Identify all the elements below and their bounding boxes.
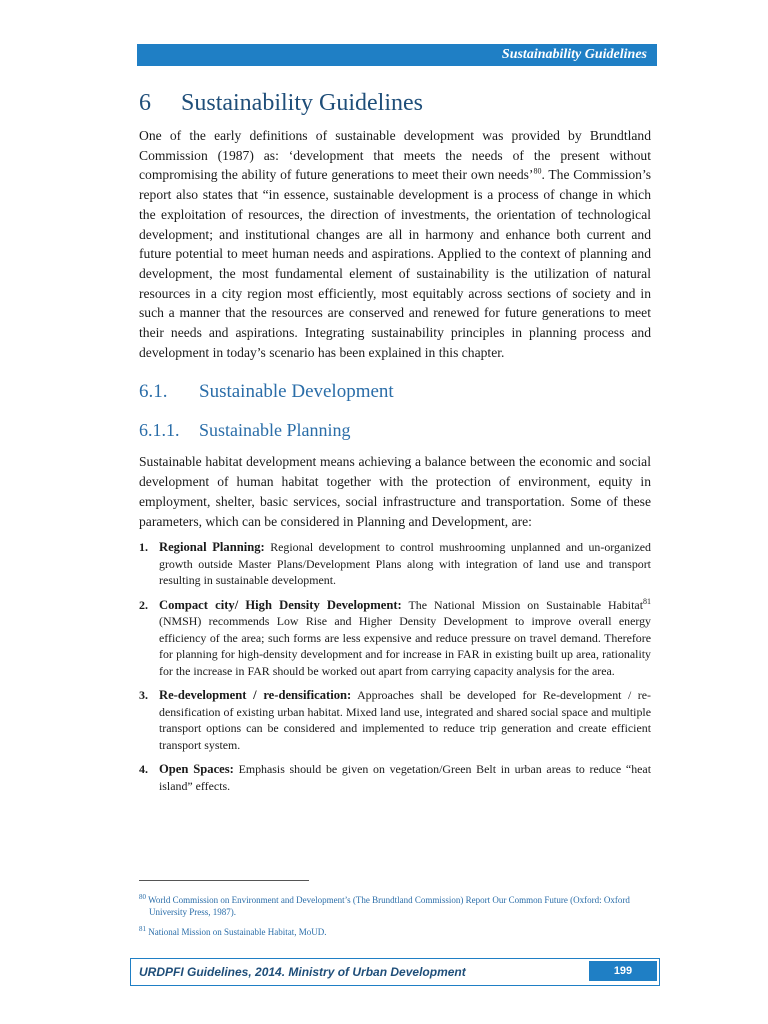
list-item-title: Compact city/ High Density Development: (159, 597, 402, 612)
list-item-text: Regional development to control mushrooming unplanned and un-organized growth outside Master Plans/Development Plans along with integration of land use and transport resulting in sustainable development. (159, 540, 651, 588)
chapter-heading (139, 88, 651, 118)
subsection-heading (139, 418, 651, 442)
list-item-number: 4. (139, 762, 148, 777)
footnote-text: National Mission on Sustainable Habitat, MoUD. (148, 927, 327, 937)
subsection-number: 6.1.1. (139, 420, 180, 441)
section-number: 6.1. (139, 381, 168, 403)
list-item (139, 687, 651, 753)
footer-text: URDPFI Guidelines, 2014. Ministry of Urban Development (139, 965, 466, 979)
page-content (139, 88, 651, 802)
list-item-number: 1. (139, 540, 148, 555)
page-number: 199 (589, 961, 657, 981)
footnote-separator (139, 880, 309, 881)
footnote-80 (139, 894, 651, 918)
footnotes (139, 894, 651, 946)
list-item-number: 2. (139, 597, 148, 612)
intro-paragraph (139, 126, 651, 362)
footnote-81 (139, 926, 651, 938)
list-item (139, 761, 651, 794)
list-item-title: Open Spaces: (159, 762, 234, 777)
list-item-text: Emphasis should be given on vegetation/Green Belt in urban areas to reduce “heat island” effects. (159, 762, 651, 793)
section-title: Sustainable Development (199, 381, 394, 403)
footnote-ref-80[interactable]: 80 (533, 166, 542, 176)
footnote-ref-81[interactable]: 81 (643, 596, 651, 606)
subsection-title: Sustainable Planning (199, 420, 351, 441)
footnote-marker: 80 (139, 893, 146, 901)
list-item-text-part-1: The National Mission on Sustainable Habitat (408, 597, 643, 612)
subsection-paragraph: Sustainable habitat development means achieving a balance between the economic and social development of human habitat together with the protection of environment, equity in employment, shelter, basic services, social infrastructure and transportation. Some of these parameters, which can be considered in Planning and Development, are: (139, 454, 651, 529)
list-item-number: 3. (139, 688, 148, 703)
intro-text-part-2: . The Commission’s report also states that “in essence, sustainable development is a process of change in which the exploitation of resources, the direction of investments, the orientation of technological development; and institutional changes are all in harmony and enhance both current and future potential to meet human needs and aspirations. Applied to the context of planning and development, the most fundamental element of sustainability is the utilization of natural resources in a city region most efficiently, most equitably across sections of society and in such a manner that the resources are conserved and renewed for future generations to meet their needs and aspirations. Integrating sustainability principles in planning process and development in today’s scenario has been explained in this chapter. (139, 167, 652, 360)
parameters-list (139, 539, 651, 794)
section-heading (139, 380, 651, 404)
footnote-text: World Commission on Environment and Development’s (The Brundtland Commission) Report Our Common Future (Oxford: Oxford University Press, 1987). (148, 895, 630, 917)
list-item (139, 539, 651, 589)
intro-text-part-1: One of the early definitions of sustainable development was provided by Brundtland Commission (1987) as: ‘development that meets the needs of the present without compromising the ability of future generations to meet their own needs’ (139, 128, 651, 183)
running-header (137, 44, 657, 66)
list-item-text-part-2: (NMSH) recommends Low Rise and Higher Density Development to improve overall energy efficiency of the area; such forms are less expensive and reduce pressure on travel demand. Therefore for planning for high-density development and for increase in FAR in existing built up area, rationality for the increase in FAR should be worked out apart from carrying capacity analysis for the area. (159, 614, 651, 678)
list-item (139, 597, 651, 680)
chapter-number: 6 (139, 90, 151, 116)
list-item-title: Regional Planning: (159, 540, 265, 555)
running-header-title: Sustainability Guidelines (501, 47, 647, 62)
chapter-title: Sustainability Guidelines (181, 90, 423, 116)
list-item-text: Approaches shall be developed for Re-development / re-densification of existing urban habitat. Mixed land use, integrated and shared social space and multiple transport options can be considered and implemented to reduce trip generation and create efficient transport system. (159, 688, 651, 752)
page-footer (130, 958, 660, 986)
footnote-marker: 81 (139, 925, 146, 933)
list-item-title: Re-development / re-densification: (159, 688, 352, 703)
